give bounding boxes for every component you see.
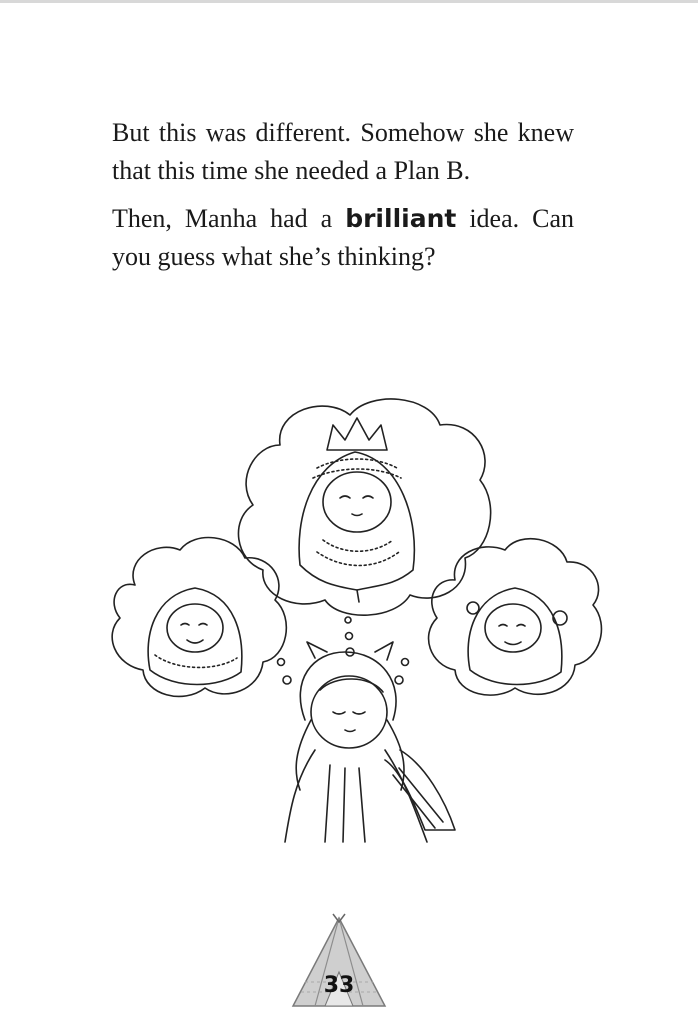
thought-cloud-top [238,399,490,615]
thought-cloud-left [112,538,286,697]
girl-figure [285,642,455,842]
page-number: 33 [323,973,355,998]
story-paragraph-2 [112,200,574,276]
thought-cloud-right [429,539,602,695]
story-text [112,114,574,276]
paragraph-2-end: idea. Can you guess what she’s thinking? [112,204,575,271]
girl-dreaming-of-three-hijab-looks-illustration [95,390,605,845]
page-top-border [0,0,698,3]
emphasis-word: brilliant [345,204,457,233]
story-paragraph-1: But this was different. Somehow she knew that this time she needed a Plan B. [112,118,574,185]
paragraph-2-start: Then, Manha had a [112,204,346,233]
